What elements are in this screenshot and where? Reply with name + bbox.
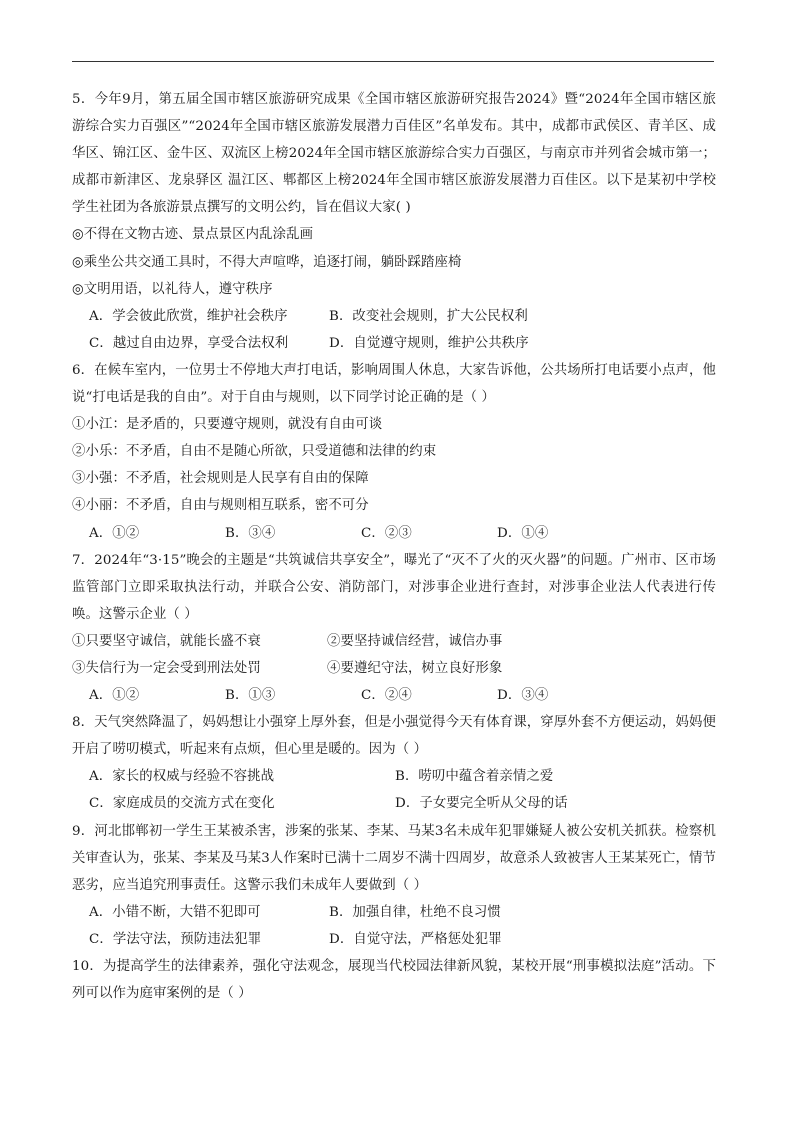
question-9-option-a[interactable]: A．小错不断，大错不犯即可	[89, 904, 261, 920]
question-7-item-2: ②要坚持诚信经营，诚信办事	[327, 633, 503, 649]
question-5-item-1: ◎不得在文物古迹、景点景区内乱涂乱画	[72, 227, 314, 243]
question-8-stem: 8．天气突然降温了，妈妈想让小强穿上厚外套，但是小强觉得今天有体育课，穿厚外套不方便运动，妈妈便开启了唠叨模式，听起来有点烦，但心里是暖的。因为（ ）	[72, 715, 716, 758]
question-7-stem: 7．2024年“3·15”晚会的主题是“共筑诚信共享安全”，曝光了“灭不了火的灭火器”的问题。广州市、区市场监管部门立即采取执法行动，并联合公安、消防部门，对涉事企业进行查封，对涉事企业法人代表进行传唤。这警示企业（ ）	[72, 552, 716, 622]
question-9-option-c[interactable]: C．学法守法，预防违法犯罪	[89, 931, 262, 947]
question-7-items-row-2	[72, 655, 716, 682]
question-8-option-c[interactable]: C．家庭成员的交流方式在变化	[89, 796, 275, 812]
question-6-item-1: ①小江：是矛盾的，只要遵守规则，就没有自由可谈	[72, 417, 383, 433]
question-6-stem: 6．在候车室内，一位男士不停地大声打电话，影响周围人休息，大家告诉他，公共场所打电话要小点声，他说“打电话是我的自由”。对于自由与规则，以下同学讨论正确的是（ ）	[72, 362, 716, 406]
question-5-option-b[interactable]: B．改变社会规则，扩大公民权利	[329, 308, 528, 324]
question-5-option-c[interactable]: C．越过自由边界，享受合法权利	[89, 335, 289, 351]
question-5-stem: 5．今年9月，第五届全国市辖区旅游研究成果《全国市辖区旅游研究报告2024》暨“2024年全国市辖区旅游综合实力百强区”“2024年全国市辖区旅游发展潜力百佳区”名单发布。其中，成都市武侯区、青羊区、成华区、锦江区、金牛区、双流区上榜2024年全国市辖区旅游综合实力百强区，与南京市并列省会城市第一；成都市新津区、龙泉驿区 温江区、郫都区上榜2024年全国市辖区旅游发展潜力百佳区。以下是某初中学校学生社团为各旅游景点撰写的文明公约，旨在倡议大家( )	[72, 92, 716, 216]
question-7-item-1: ①只要坚守诚信，就能长盛不衰	[72, 633, 261, 649]
question-7-options	[72, 682, 716, 709]
question-6-option-a[interactable]: A．①②	[89, 525, 140, 541]
question-5-option-d[interactable]: D．自觉遵守规则，维护公共秩序	[329, 335, 529, 351]
question-8	[72, 709, 716, 817]
question-6-option-b[interactable]: B．③④	[225, 525, 276, 541]
question-5-item-3: ◎文明用语，以礼待人，遵守秩序	[72, 281, 273, 297]
question-9-option-b[interactable]: B．加强自律，杜绝不良习惯	[329, 904, 501, 920]
question-5	[72, 86, 716, 357]
question-5-options-row-1	[72, 303, 716, 330]
question-10-stem: 10．为提高学生的法律素养，强化守法观念，展现当代校园法律新风貌，某校开展“刑事模拟法庭”活动。下列可以作为庭审案例的是（ ）	[72, 959, 716, 1002]
question-8-options-row-2	[72, 790, 716, 817]
header-rule	[72, 61, 714, 62]
question-6-option-c[interactable]: C．②③	[361, 525, 412, 541]
question-7-item-4: ④要遵纪守法，树立良好形象	[327, 660, 503, 676]
question-7-option-b[interactable]: B．①③	[225, 688, 276, 704]
question-6	[72, 357, 716, 547]
question-6-item-4: ④小丽：不矛盾，自由与规则相互联系，密不可分	[72, 498, 369, 514]
question-7	[72, 547, 716, 710]
question-8-options-row-1	[72, 763, 716, 790]
question-10	[72, 953, 716, 1007]
question-5-item-2: ◎乘坐公共交通工具时，不得大声喧哗，追逐打闹，躺卧踩踏座椅	[72, 254, 462, 270]
question-7-option-a[interactable]: A．①②	[89, 688, 140, 704]
question-9	[72, 818, 716, 953]
question-5-options-row-2	[72, 330, 716, 357]
question-6-item-3: ③小强：不矛盾，社会规则是人民享有自由的保障	[72, 471, 369, 487]
question-5-option-a[interactable]: A．学会彼此欣赏，维护社会秩序	[89, 308, 288, 324]
question-7-items-row-1	[72, 628, 716, 655]
question-6-item-2: ②小乐：不矛盾，自由不是随心所欲，只受道德和法律的约束	[72, 444, 437, 460]
question-7-option-d[interactable]: D．③④	[497, 688, 549, 704]
question-9-stem: 9．河北邯郸初一学生王某被杀害，涉案的张某、李某、马某3名未成年犯罪嫌疑人被公安机关抓获。检察机关审查认为，张某、李某及马某3人作案时已满十二周岁不满十四周岁，故意杀人致被害人王某某死亡，情节恶劣，应当追究刑事责任。这警示我们未成年人要做到（ ）	[72, 823, 716, 893]
question-8-option-a[interactable]: A．家长的权威与经验不容挑战	[89, 769, 275, 785]
question-6-options	[72, 520, 716, 547]
question-8-option-d[interactable]: D．子女要完全听从父母的话	[395, 796, 568, 812]
question-9-option-d[interactable]: D．自觉守法，严格惩处犯罪	[329, 931, 502, 947]
question-8-option-b[interactable]: B．唠叨中蕴含着亲情之爱	[395, 769, 554, 785]
question-6-option-d[interactable]: D．①④	[497, 525, 549, 541]
question-7-option-c[interactable]: C．②④	[361, 688, 412, 704]
question-9-options-row-1	[72, 899, 716, 926]
exam-content	[72, 86, 716, 1007]
question-7-item-3: ③失信行为一定会受到刑法处罚	[72, 660, 261, 676]
question-9-options-row-2	[72, 926, 716, 953]
